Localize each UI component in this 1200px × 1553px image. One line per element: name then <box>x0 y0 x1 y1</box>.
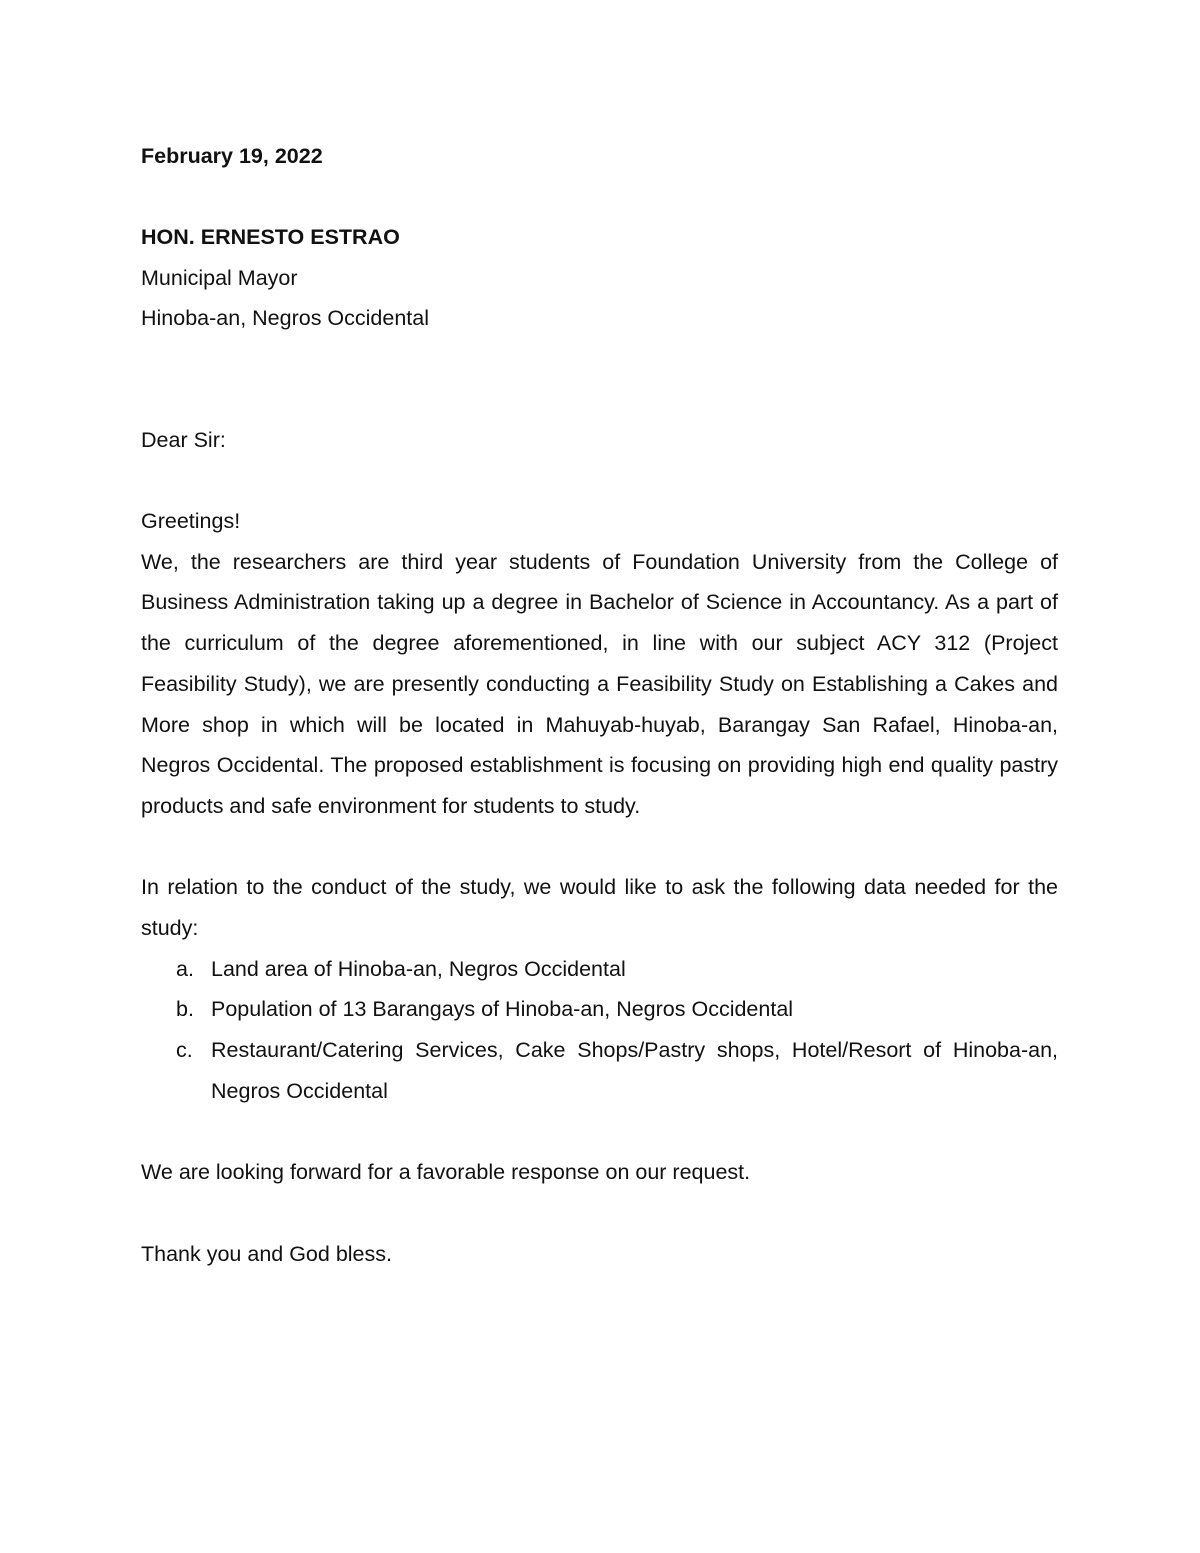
closing-line: We are looking forward for a favorable response on our request. <box>141 1160 751 1185</box>
paragraph-spacer <box>141 1112 1058 1153</box>
recipient-name: HON. ERNESTO ESTRAO <box>141 225 400 249</box>
paragraph-intro: We, the researchers are third year students of Foundation University from the College of Business Administration taking up a degree in Bachelor of Science in Accountancy. As a part of the curriculum of the degree aforementioned, in line with our subject ACY 312 (Project Feasibility Study), we are presently conducting a Feasibility Study on Establishing a Cakes and More shop in which will be located in Mahuyab-huyab, Barangay San Rafael, Hinoba-an, Negros Occidental. The proposed establishment is focusing on providing high end quality pastry products and safe environment for students to study. <box>141 549 1058 818</box>
letter-date: February 19, 2022 <box>141 144 323 168</box>
recipient-title: Municipal Mayor <box>141 265 298 290</box>
list-item <box>141 1030 1058 1111</box>
request-list <box>141 949 1058 1112</box>
list-item <box>141 949 1058 990</box>
salutation: Dear Sir: <box>141 428 226 452</box>
paragraph-spacer <box>141 1193 1058 1234</box>
list-marker: c. <box>176 1038 193 1063</box>
list-item-text: Population of 13 Barangays of Hinoba-an, Negros Occidental <box>211 997 794 1022</box>
list-marker: a. <box>176 956 194 981</box>
greeting: Greetings! <box>141 509 241 533</box>
list-item-text: Restaurant/Catering Services, Cake Shops/Pastry shops, Hotel/Resort of Hinoba-an, Negros Occidental <box>211 1038 1058 1103</box>
paragraph-spacer <box>141 827 1058 868</box>
list-item <box>141 989 1058 1030</box>
recipient-address: Hinoba-an, Negros Occidental <box>141 306 430 331</box>
thanks-line: Thank you and God bless. <box>141 1241 392 1266</box>
recipient-block <box>141 217 429 339</box>
list-marker: b. <box>176 997 194 1022</box>
letter-body <box>141 501 1058 1274</box>
list-item-text: Land area of Hinoba-an, Negros Occidental <box>211 956 626 981</box>
paragraph-request: In relation to the conduct of the study, we would like to ask the following data needed for the study: <box>141 875 1058 941</box>
